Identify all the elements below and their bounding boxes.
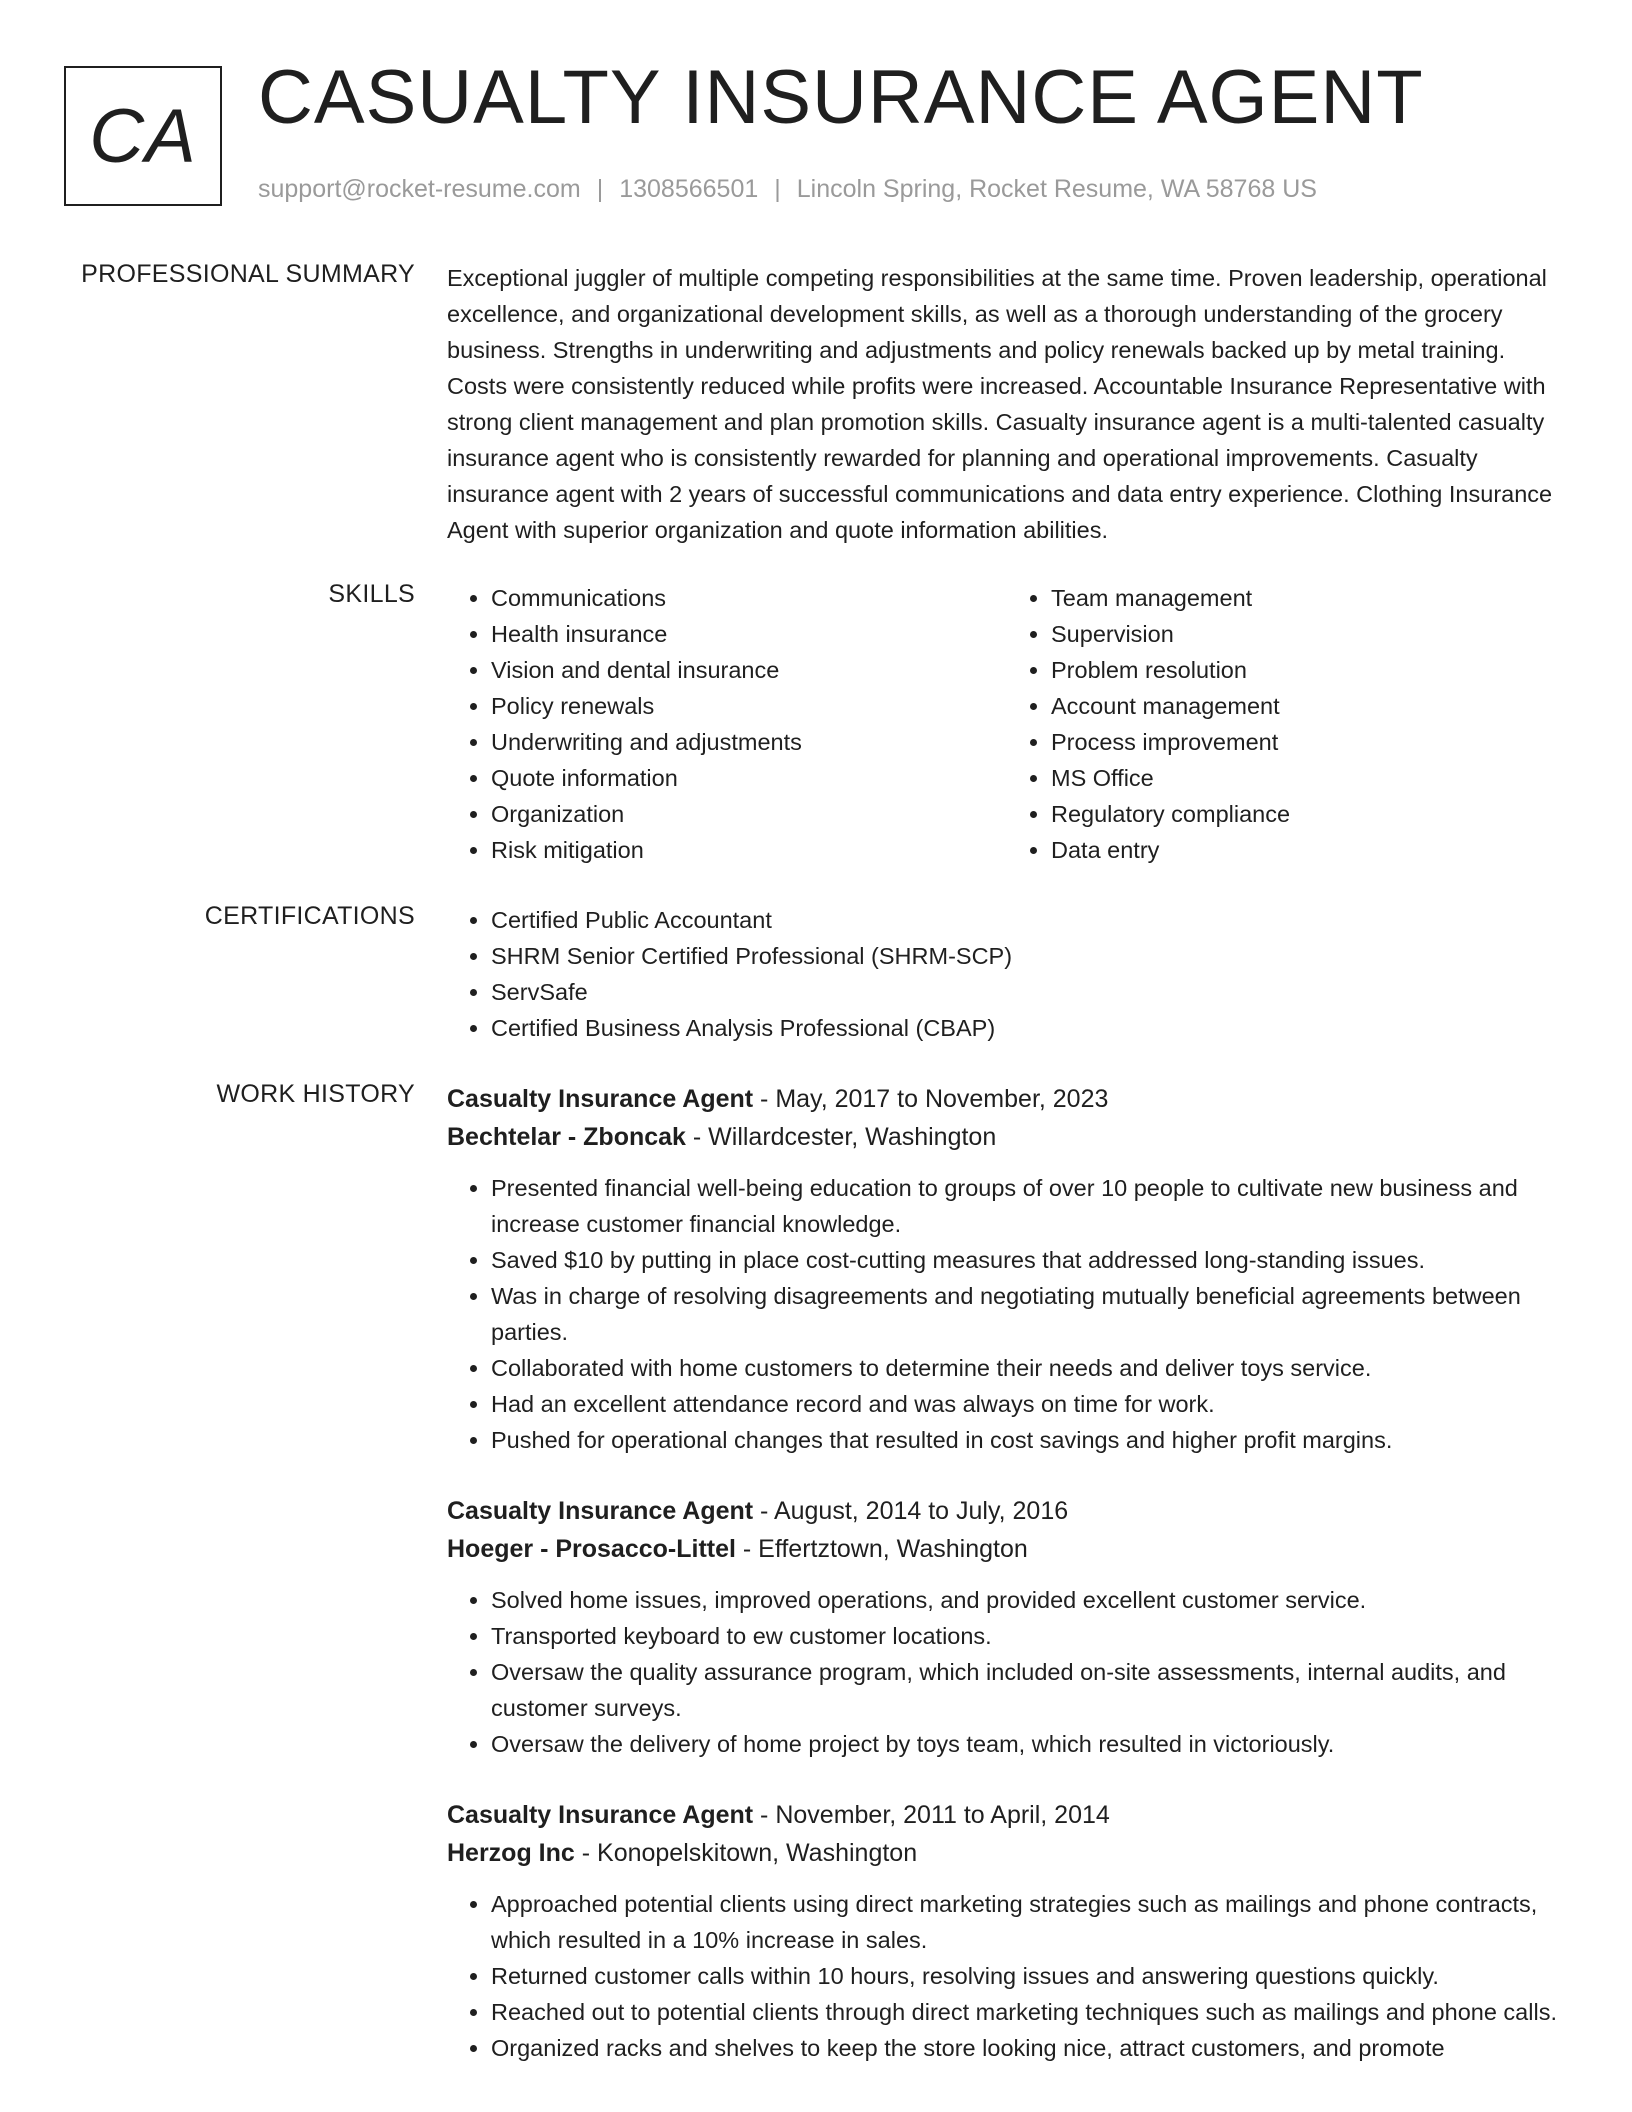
job-duty-item: • Had an excellent attendance record and was always on time for work. <box>491 1386 1567 1422</box>
skill-item: • Account management <box>1051 688 1567 724</box>
job-duty-item: • Was in charge of resolving disagreements and negotiating mutually beneficial agreements between parties. <box>491 1278 1567 1350</box>
skill-item: • Process improvement <box>1051 724 1567 760</box>
certification-item: • Certified Public Accountant <box>491 902 1567 938</box>
skill-item: • Health insurance <box>491 616 1007 652</box>
job-duties-list <box>447 1582 1567 1762</box>
job-duty-item: • Presented financial well-being education to groups of over 10 people to cultivate new business and increase customer financial knowledge. <box>491 1170 1567 1242</box>
skill-item: • Policy renewals <box>491 688 1007 724</box>
contact-separator: | <box>774 175 781 203</box>
skill-item: • Risk mitigation <box>491 832 1007 868</box>
job-duty-item: • Approached potential clients using direct marketing strategies such as mailings and phone contracts, which resulted in a 10% increase in sales. <box>491 1886 1567 1958</box>
job-company-line <box>447 1834 1567 1872</box>
contact-separator: | <box>596 175 604 203</box>
job-duty-item: • Transported keyboard to ew customer locations. <box>491 1618 1567 1654</box>
job-duty-item: • Solved home issues, improved operations, and provided excellent customer service. <box>491 1582 1567 1618</box>
job-title-line <box>447 1080 1567 1118</box>
job-duties-list <box>447 1886 1567 2066</box>
skill-item: • MS Office <box>1051 760 1567 796</box>
certifications-heading: CERTIFICATIONS <box>204 902 415 930</box>
contact-phone: 1308566501 <box>619 175 759 203</box>
skill-item: • Underwriting and adjustments <box>491 724 1007 760</box>
certification-item: • ServSafe <box>491 974 1567 1010</box>
job-location: - Effertztown, Washington <box>735 1535 1028 1563</box>
skills-list-left <box>447 580 1007 868</box>
job-company: Bechtelar - Zboncak <box>447 1123 686 1151</box>
work-history-body <box>447 1080 1567 2100</box>
job-location: - Willardcester, Washington <box>685 1123 997 1151</box>
job-company: Herzog Inc <box>447 1839 575 1867</box>
certifications-list <box>447 902 1567 1046</box>
certification-item: • Certified Business Analysis Professional (CBAP) <box>491 1010 1567 1046</box>
job-title-line <box>447 1492 1567 1530</box>
work-history-heading: WORK HISTORY <box>216 1080 415 1108</box>
skill-item: • Supervision <box>1051 616 1567 652</box>
job-entry <box>447 1492 1567 1762</box>
skill-item: • Team management <box>1051 580 1567 616</box>
job-duty-item: • Reached out to potential clients through direct marketing techniques such as mailings and phone calls. <box>491 1994 1567 2030</box>
job-duty-item: • Collaborated with home customers to determine their needs and deliver toys service. <box>491 1350 1567 1386</box>
skills-list-right <box>1007 580 1567 868</box>
summary-text: Exceptional juggler of multiple competing responsibilities at the same time. Proven leadership, operational excellence, and organizational development skills, as well as a thorough understanding of the grocery business. Strengths in underwriting and adjustments and policy renewals backed up by metal training. Costs were consistently reduced while profits were increased. Accountable Insurance Representative with strong client management and plan promotion skills. Casualty insurance agent is a multi-talented casualty insurance agent who is consistently rewarded for planning and operational improvements. Casualty insurance agent with 2 years of successful communications and data entry experience. Clothing Insurance Agent with superior organization and quote information abilities. <box>447 265 1553 543</box>
job-company-line <box>447 1530 1567 1568</box>
job-entry <box>447 1796 1567 2066</box>
job-company: Hoeger - Prosacco-Littel <box>447 1535 736 1563</box>
summary-body <box>447 260 1567 548</box>
job-title: Casualty Insurance Agent <box>447 1497 754 1525</box>
job-title-line <box>447 1796 1567 1834</box>
job-title: Casualty Insurance Agent <box>447 1085 754 1113</box>
job-duty-item: • Oversaw the quality assurance program, which included on-site assessments, internal audits, and customer surveys. <box>491 1654 1567 1726</box>
job-dates: - August, 2014 to July, 2016 <box>753 1497 1069 1525</box>
skill-item: • Data entry <box>1051 832 1567 868</box>
skill-item: • Communications <box>491 580 1007 616</box>
job-company-line <box>447 1118 1567 1156</box>
certifications-body <box>447 902 1567 1046</box>
skills-body <box>447 580 1567 868</box>
summary-heading: PROFESSIONAL SUMMARY <box>81 260 415 288</box>
job-dates: - November, 2011 to April, 2014 <box>753 1801 1110 1829</box>
certification-item: • SHRM Senior Certified Professional (SHRM-SCP) <box>491 938 1567 974</box>
contact-address: Lincoln Spring, Rocket Resume, WA 58768 US <box>796 175 1317 203</box>
job-duty-item: • Organized racks and shelves to keep the store looking nice, attract customers, and promote <box>491 2030 1567 2066</box>
job-duty-item: • Returned customer calls within 10 hours, resolving issues and answering questions quickly. <box>491 1958 1567 1994</box>
job-dates: - May, 2017 to November, 2023 <box>753 1085 1109 1113</box>
job-location: - Konopelskitown, Washington <box>574 1839 918 1867</box>
monogram-box <box>64 66 222 206</box>
job-title: Casualty Insurance Agent <box>447 1801 754 1829</box>
job-entry <box>447 1080 1567 1458</box>
skill-item: • Regulatory compliance <box>1051 796 1567 832</box>
monogram-initials: CA <box>89 93 197 179</box>
job-duties-list <box>447 1170 1567 1458</box>
skill-item: • Quote information <box>491 760 1007 796</box>
job-duty-item: • Pushed for operational changes that resulted in cost savings and higher profit margins. <box>491 1422 1567 1458</box>
contact-line <box>258 175 1317 204</box>
skill-item: • Problem resolution <box>1051 652 1567 688</box>
job-duty-item: • Oversaw the delivery of home project by toys team, which resulted in victoriously. <box>491 1726 1567 1762</box>
skill-item: • Organization <box>491 796 1007 832</box>
contact-email: support@rocket-resume.com <box>258 175 581 203</box>
resume-title: CASUALTY INSURANCE AGENT <box>258 55 1424 140</box>
job-duty-item: • Saved $10 by putting in place cost-cutting measures that addressed long-standing issues. <box>491 1242 1567 1278</box>
skills-heading: SKILLS <box>328 580 415 608</box>
skill-item: • Vision and dental insurance <box>491 652 1007 688</box>
